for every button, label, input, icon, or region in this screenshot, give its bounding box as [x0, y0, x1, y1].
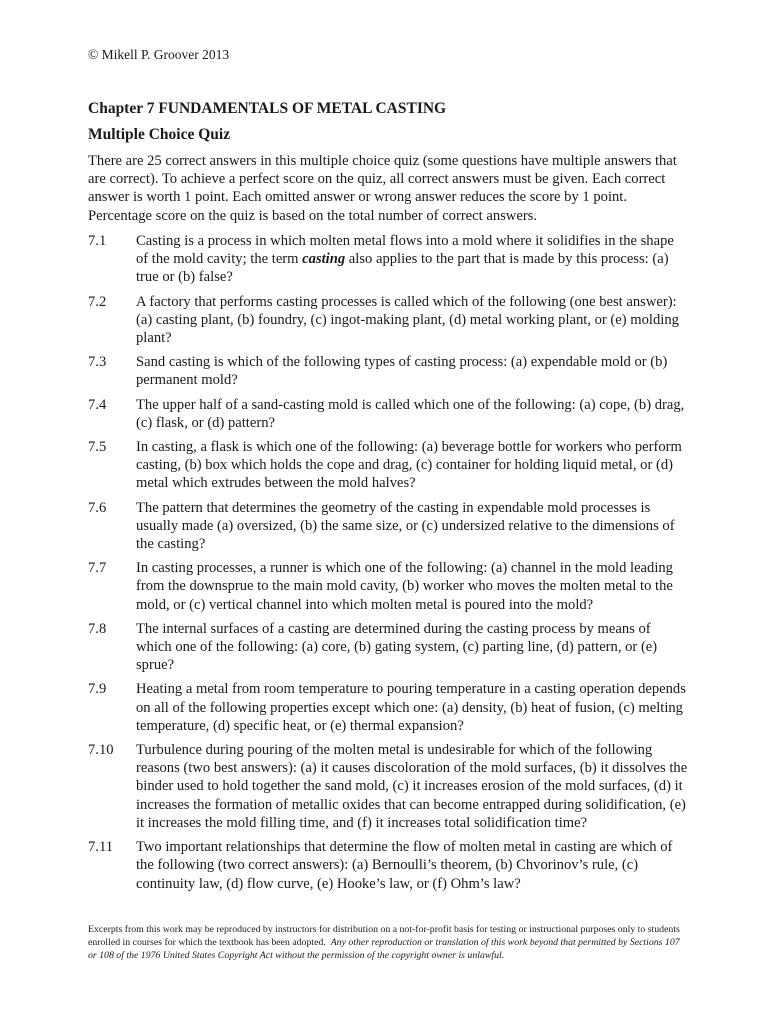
question-7-8 [88, 620, 688, 675]
question-number: 7.9 [88, 681, 107, 698]
question-text: Heating a metal from room temperature to pouring temperature in a casting operation depends on all of the following properties except which one: (a) density, (b) heat of fusion, (c) melting temperature, (d) specific heat, or (e) thermal expansion? [136, 681, 686, 734]
question-text: In casting, a flask is which one of the following: (a) beverage bottle for workers who perform casting, (b) box which holds the cope and drag, (c) container for holding liquid metal, or (d) metal which extrudes between the mold halves? [136, 439, 682, 492]
question-number: 7.6 [88, 499, 107, 516]
question-text: Two important relationships that determine the flow of molten metal in casting are which of the following (two correct answers): (a) Bernoulli’s theorem, (b) Chvorinov’s rule, (c) continuity law, (d) flow curve, (e) Hooke’s law, or (f) Ohm’s law? [136, 839, 673, 892]
question-text-before: Casting is a process in which molten metal flows into a mold where it solidifies in the shape of the mold cavity; the term [136, 233, 674, 268]
chapter-title: Chapter 7 FUNDAMENTALS OF METAL CASTING [88, 100, 447, 117]
question-text: The pattern that determines the geometry of the casting in expendable mold processes is usually made (a) oversized, (b) the same size, or (c) undersized relative to the dimensions of the casting? [136, 499, 675, 553]
copyright-line: © Mikell P. Groover 2013 [88, 47, 230, 62]
question-7-11 [88, 838, 688, 893]
question-text: A factory that performs casting processes is called which of the following (one best answer): (a) casting plant, (b) foundry, (c) ingot-making plant, (d) metal working plant, or (e) molding plant? [136, 293, 679, 347]
question-7-10 [88, 741, 688, 832]
footer-notice-normal: Excerpts from this work may be reproduced by instructors for distribution on a not-for-profit basis for testing or instructional purposes only to students enrolled in courses for which the textbook has been adopted. [88, 924, 680, 948]
question-number: 7.1 [88, 233, 107, 249]
question-7-4 [88, 396, 688, 432]
question-7-3 [88, 353, 688, 389]
question-7-1 [88, 232, 688, 287]
question-7-9 [88, 680, 688, 735]
footer-notice-italic: Any other reproduction or translation of this work beyond that permitted by Sections 107 or 108 of the 1976 United States Copyright Act without the permission of the copyright owner is unlawful. [88, 937, 680, 961]
emphasized-term: casting [302, 251, 346, 268]
question-text: In casting processes, a runner is which one of the following: (a) channel in the mold leading from the downsprue to the main mold cavity, (b) worker who moves the molten metal to the mold, or (c) vertical channel into which molten metal is poured into the mold? [136, 560, 673, 613]
question-number: 7.8 [88, 620, 107, 637]
question-text: Sand casting is which of the following types of casting process: (a) expendable mold or (b) permanent mold? [136, 354, 668, 389]
quiz-title: Multiple Choice Quiz [88, 126, 231, 143]
question-7-2 [88, 293, 688, 348]
question-text [136, 232, 688, 287]
question-text: Turbulence during pouring of the molten metal is undesirable for which of the following reasons (two best answers): (a) it causes discoloration of the mold surfaces, (b) it dissolves the binder used to hold together the sand mold, (c) it increases erosion of the mold surfaces, (d) it increases the formation of metallic oxides that can become entrapped during solidification, (e) it increases the mold filling time, and (f) it increases total solidification time? [136, 742, 688, 831]
question-number: 7.11 [88, 839, 113, 856]
question-7-6 [88, 499, 688, 554]
question-number: 7.5 [88, 439, 107, 456]
question-number: 7.10 [88, 742, 114, 759]
intro-paragraph: There are 25 correct answers in this multiple choice quiz (some questions have multiple answers that are correct). To achieve a perfect score on the quiz, all correct answers must be given. Each correct answer is worth 1 point. Each omitted answer or wrong answer reduces the score by 1 point. Percentage score on the quiz is based on the total number of correct answers. [88, 153, 677, 224]
question-7-7 [88, 559, 688, 614]
question-number: 7.3 [88, 354, 107, 371]
question-text-after: also applies to the part that is made by this process: (a) true or (b) false? [136, 251, 669, 286]
question-number: 7.2 [88, 293, 107, 310]
question-number: 7.4 [88, 396, 107, 413]
question-7-5 [88, 438, 688, 493]
question-list [88, 232, 688, 899]
question-number: 7.7 [88, 560, 107, 577]
copyright-notice [88, 923, 688, 962]
question-text: The internal surfaces of a casting are determined during the casting process by means of which one of the following: (a) core, (b) gating system, (c) parting line, (d) pattern, or (e) sprue? [136, 620, 658, 674]
question-text: The upper half of a sand-casting mold is called which one of the following: (a) cope, (b) drag, (c) flask, or (d) pattern? [136, 396, 685, 431]
